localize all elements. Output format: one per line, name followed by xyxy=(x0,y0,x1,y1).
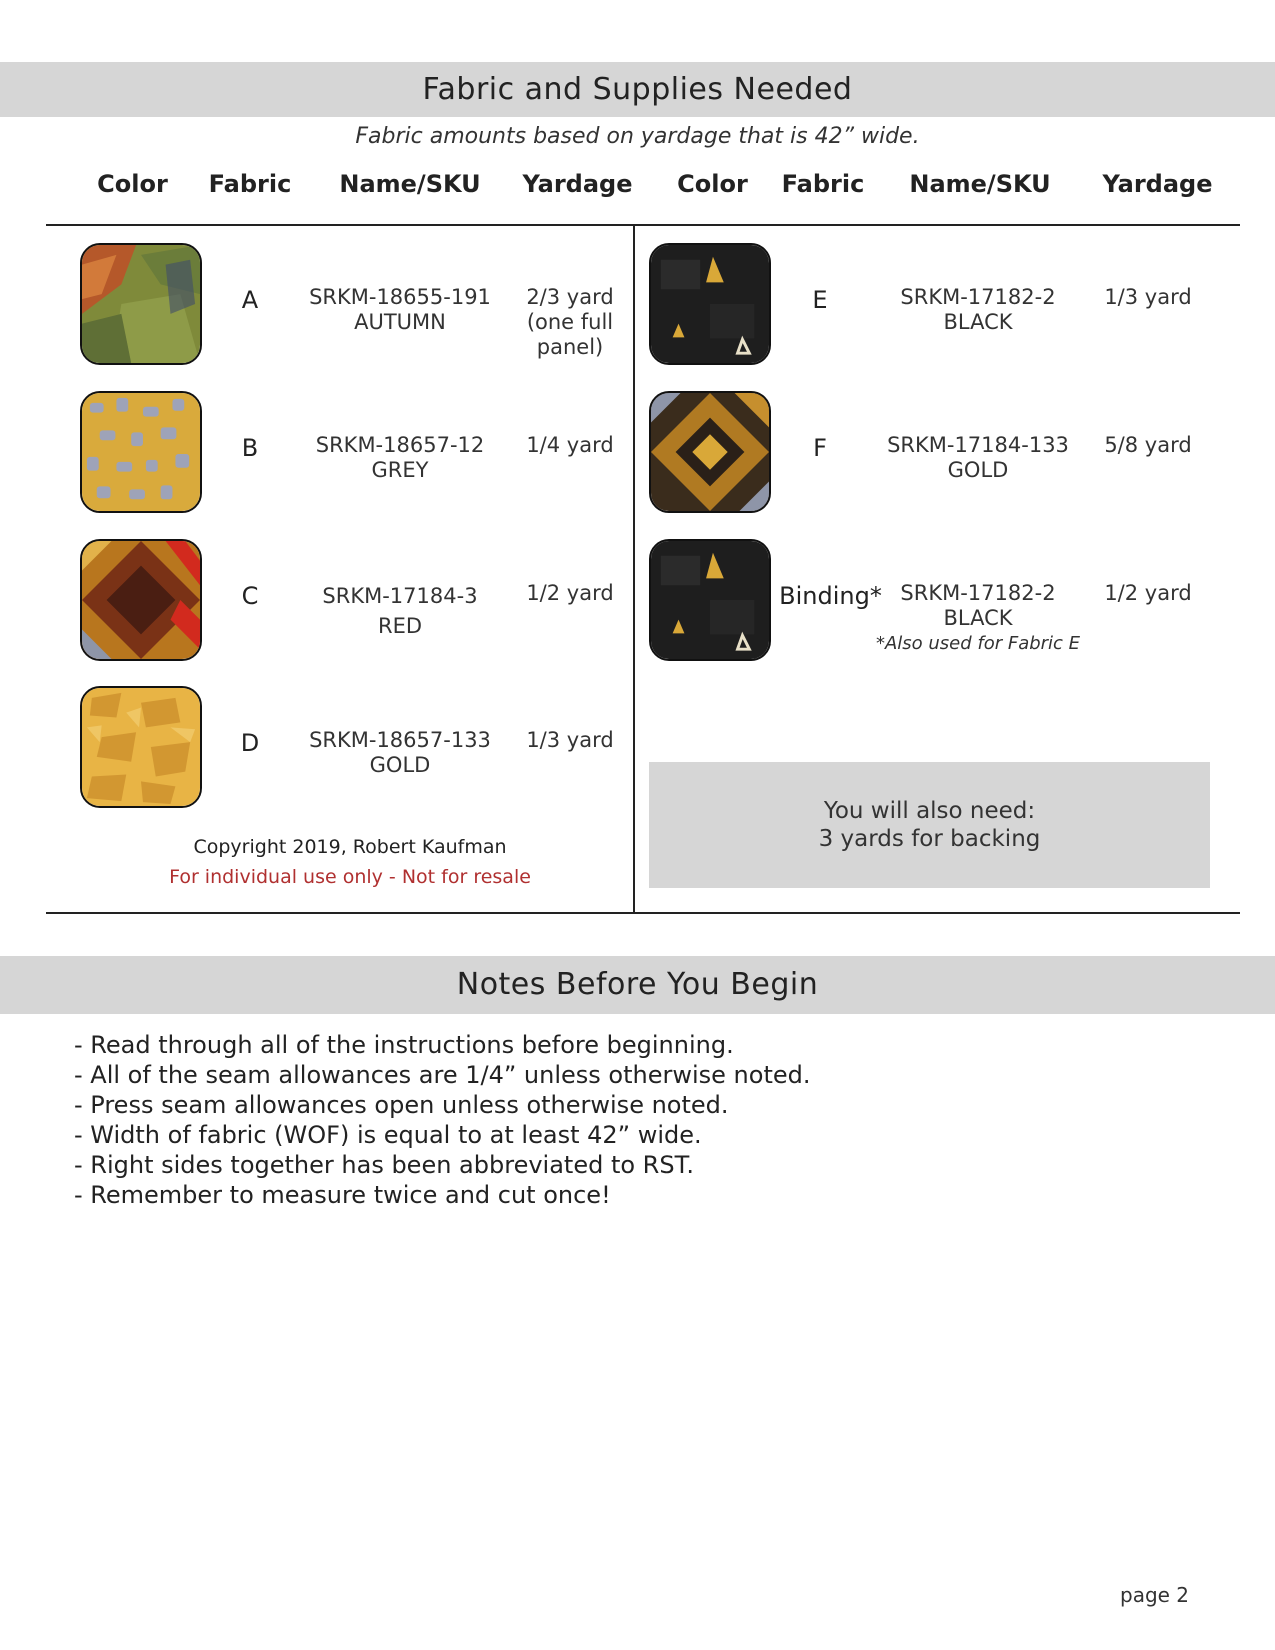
note-item: - Right sides together has been abbreviated to RST. xyxy=(74,1151,695,1179)
fabric-letter-b: B xyxy=(241,434,259,462)
fabric-letter-c: C xyxy=(241,582,259,610)
swatch-fabric-e xyxy=(649,243,771,365)
additional-supplies-box xyxy=(649,762,1210,888)
fabric-letter-d: D xyxy=(240,729,260,757)
swatch-fabric-a xyxy=(80,243,202,365)
swatch-fabric-d xyxy=(80,686,202,808)
col-fabric-right: Fabric xyxy=(781,170,865,198)
col-fabric-left: Fabric xyxy=(208,170,292,198)
sku-binding: SRKM-17182-2 BLACK *Also used for Fabric E xyxy=(858,581,1098,656)
resale-notice: For individual use only - Not for resale xyxy=(169,866,531,888)
note-item: - All of the seam allowances are 1/4” unless otherwise noted. xyxy=(74,1061,811,1089)
fabric-letter-e: E xyxy=(812,286,828,314)
table-bottom-rule xyxy=(46,912,1240,914)
col-sku-right: Name/SKU xyxy=(909,170,1051,198)
sku-a: SRKM-18655-191 AUTUMN xyxy=(309,285,491,334)
section-header-notes: Notes Before You Begin xyxy=(0,956,1275,1014)
fabric-letter-a: A xyxy=(241,286,259,314)
col-sku-left: Name/SKU xyxy=(339,170,481,198)
note-item: - Read through all of the instructions before beginning. xyxy=(74,1031,734,1059)
sku-b: SRKM-18657-12 GREY xyxy=(315,433,485,482)
sku-c: SRKM-17184-3 RED xyxy=(322,584,478,638)
note-item: - Remember to measure twice and cut once! xyxy=(74,1181,611,1209)
swatch-binding xyxy=(649,539,771,661)
yardage-e: 1/3 yard xyxy=(1104,285,1192,309)
col-color-right: Color xyxy=(677,170,748,198)
yardage-binding: 1/2 yard xyxy=(1104,581,1192,605)
swatch-fabric-f xyxy=(649,391,771,513)
sku-d: SRKM-18657-133 GOLD xyxy=(309,728,491,777)
col-color-left: Color xyxy=(97,170,168,198)
col-yardage-left: Yardage xyxy=(522,170,633,198)
note-item: - Width of fabric (WOF) is equal to at least 42” wide. xyxy=(74,1121,702,1149)
page-number: page 2 xyxy=(1120,1583,1190,1607)
fabric-letter-binding: Binding* xyxy=(779,582,882,610)
swatch-fabric-c xyxy=(80,539,202,661)
copyright-text: Copyright 2019, Robert Kaufman xyxy=(193,836,507,858)
section-header-fabric: Fabric and Supplies Needed xyxy=(0,62,1275,117)
yardage-b: 1/4 yard xyxy=(526,433,614,457)
yardage-note: Fabric amounts based on yardage that is 42” wide. xyxy=(355,124,920,149)
col-yardage-right: Yardage xyxy=(1102,170,1213,198)
sku-e: SRKM-17182-2 BLACK xyxy=(900,285,1056,334)
yardage-a: 2/3 yard (one full panel) xyxy=(526,285,614,359)
table-center-divider xyxy=(633,225,635,913)
yardage-d: 1/3 yard xyxy=(526,728,614,752)
backing-yardage: 3 yards for backing xyxy=(818,826,1041,852)
table-top-rule xyxy=(46,224,1240,226)
yardage-c: 1/2 yard xyxy=(526,581,614,605)
notes-list xyxy=(74,1030,811,1210)
binding-note: *Also used for Fabric E xyxy=(875,633,1081,654)
note-item: - Press seam allowances open unless otherwise noted. xyxy=(74,1091,729,1119)
yardage-f: 5/8 yard xyxy=(1104,433,1192,457)
also-need-label: You will also need: xyxy=(823,798,1036,824)
fabric-letter-f: F xyxy=(813,434,827,462)
swatch-fabric-b xyxy=(80,391,202,513)
sku-f: SRKM-17184-133 GOLD xyxy=(887,433,1069,482)
